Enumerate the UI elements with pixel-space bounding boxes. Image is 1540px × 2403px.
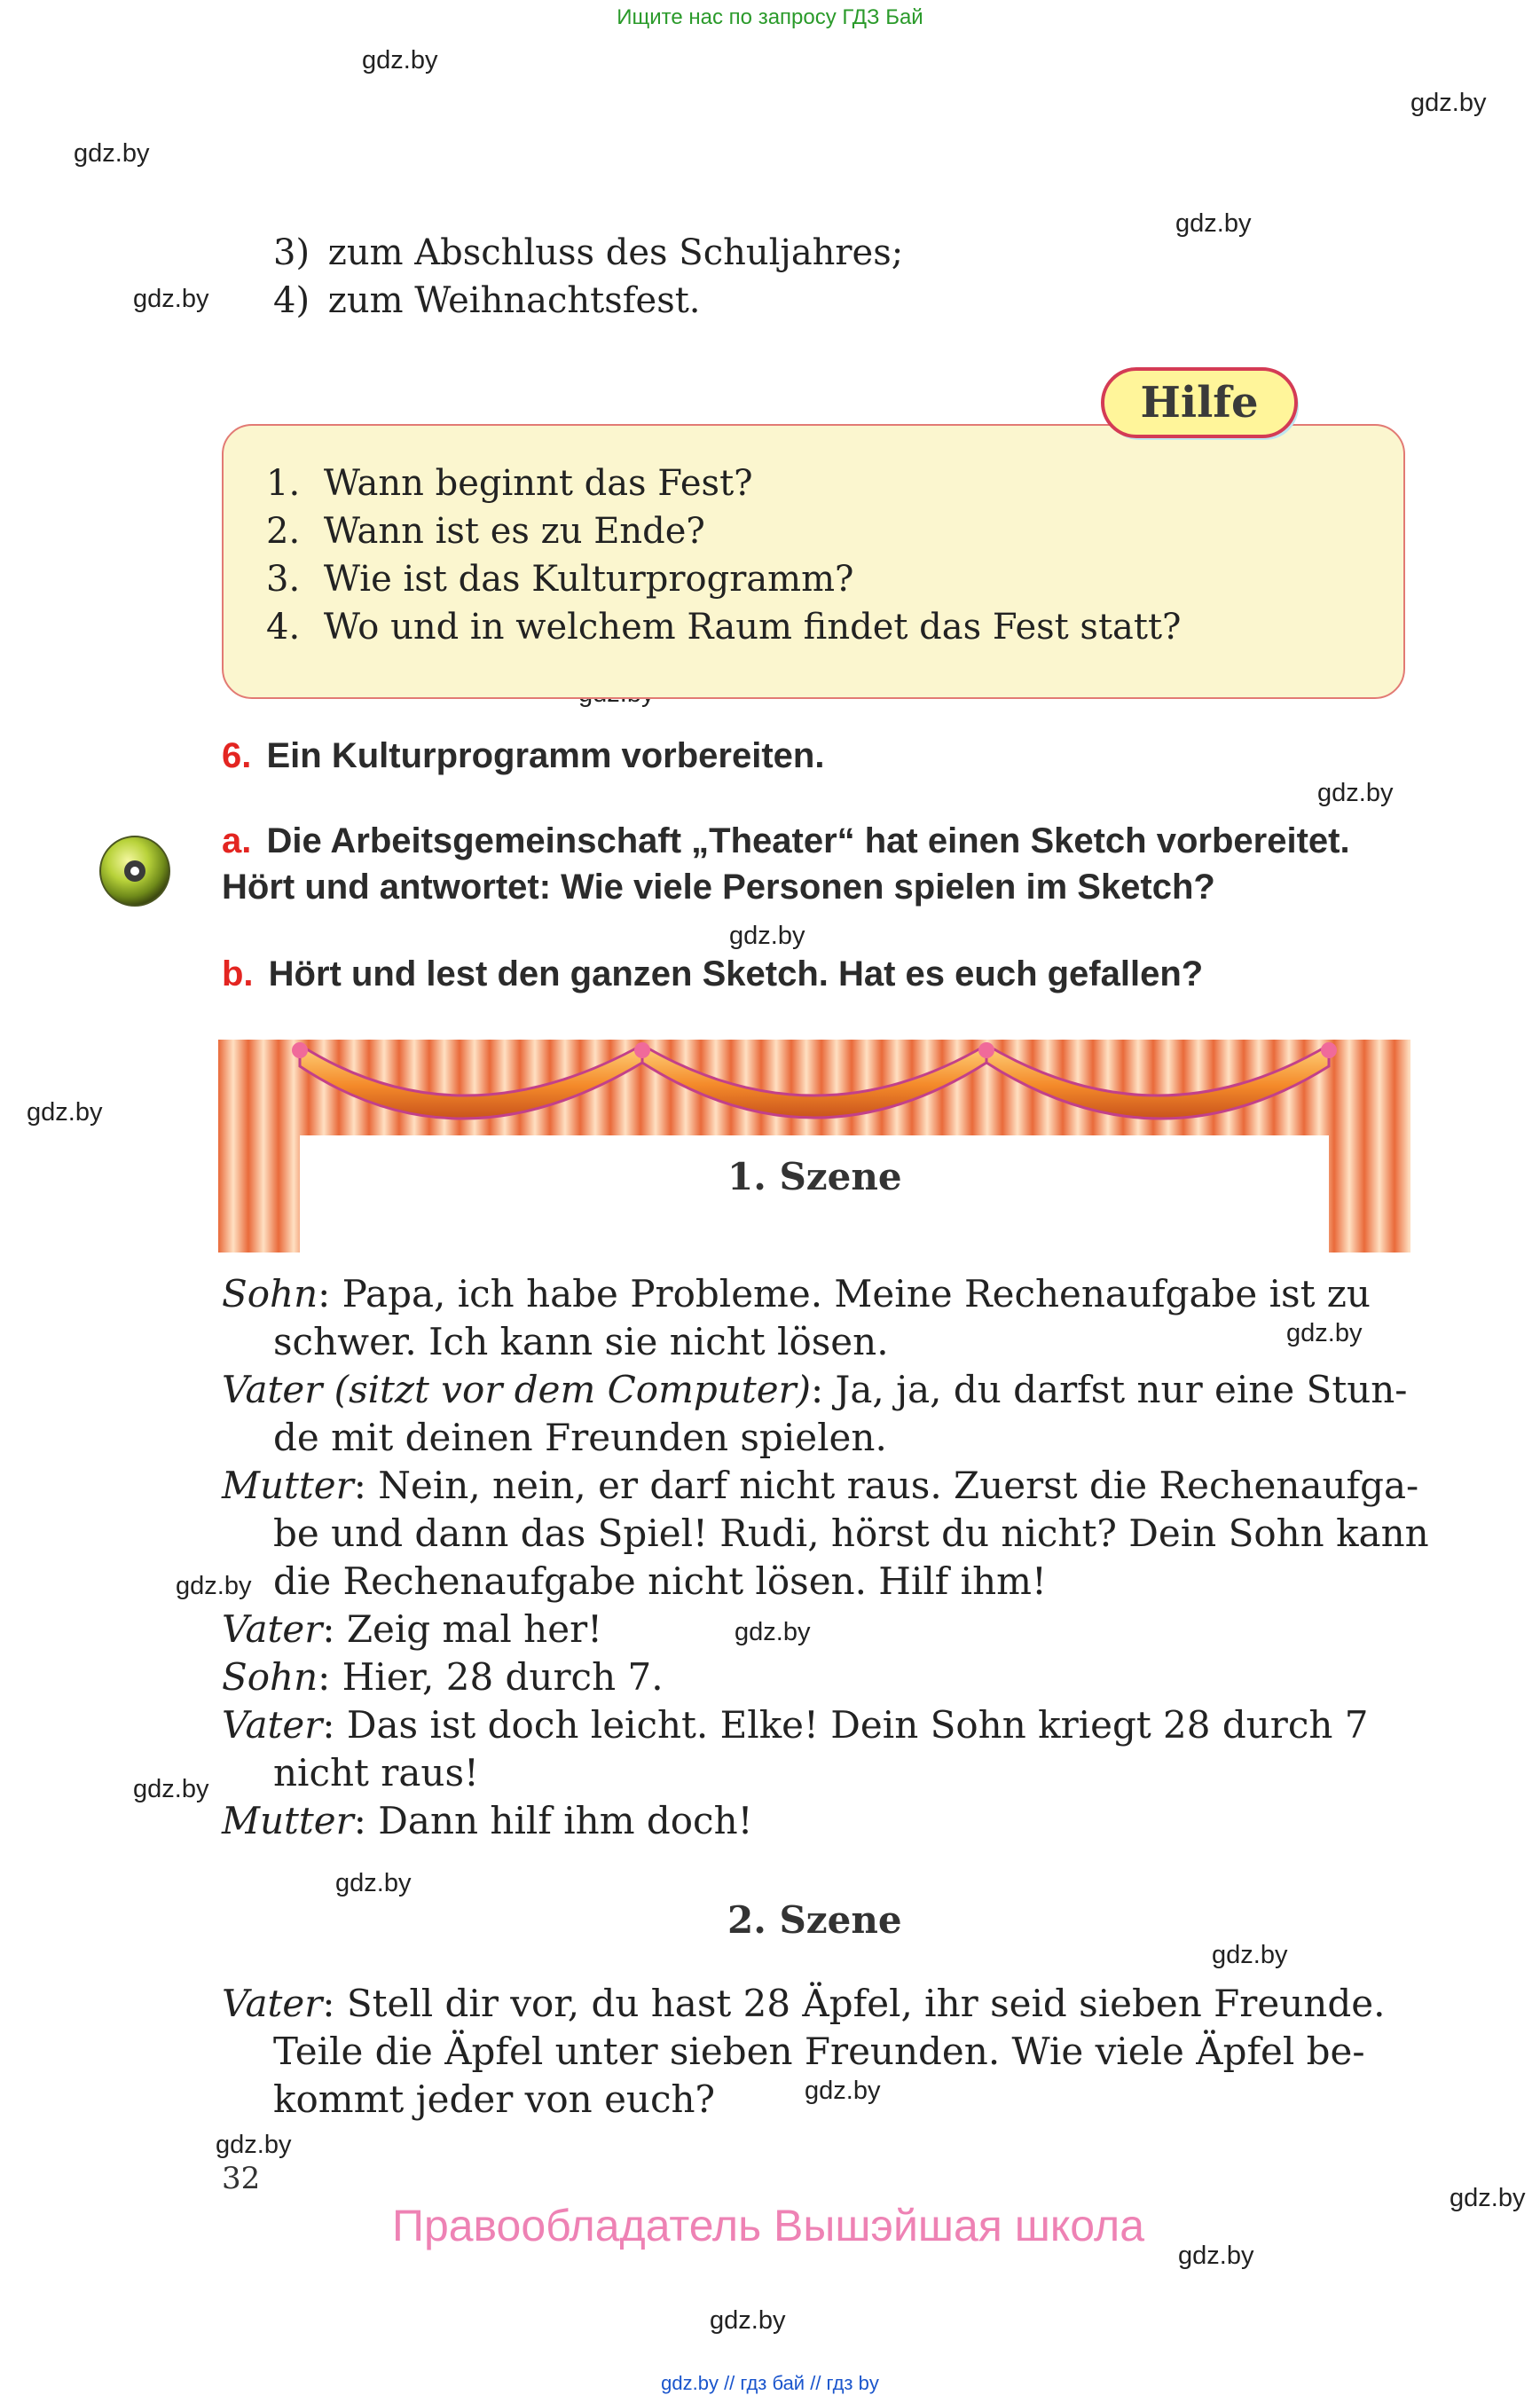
dialogue-line: Vater: Zeig mal her!: [222, 1607, 603, 1651]
watermark: gdz.by: [133, 285, 209, 313]
watermark: gdz.by: [1317, 779, 1394, 807]
dialogue-continuation: be und dann das Spiel! Rudi, hörst du nicht? Dein Sohn kann: [273, 1512, 1429, 1555]
bottom-links[interactable]: gdz.by // гдз бай // гдз by: [661, 2372, 879, 2394]
watermark: gdz.by: [1178, 2242, 1254, 2270]
dialogue-line: Mutter: Nein, nein, er darf nicht raus. Zuerst die Rechenaufga-: [222, 1464, 1419, 1507]
task-6a-line2: Hört und antwortet: Wie viele Personen spielen im Sketch?: [222, 868, 1215, 907]
scene-2-title: 2. Szene: [727, 1898, 902, 1942]
hilfe-question: 1. Wann beginnt das Fest?: [266, 463, 753, 504]
list-item: 4) zum Weihnachtsfest.: [273, 280, 701, 321]
watermark: gdz.by: [335, 1869, 412, 1897]
watermark: gdz.by: [74, 139, 150, 168]
dialogue-continuation: de mit deinen Freunden spielen.: [273, 1416, 887, 1459]
hilfe-question: 2. Wann ist es zu Ende?: [266, 511, 705, 552]
hilfe-question: 3. Wie ist das Kulturprogramm?: [266, 559, 854, 600]
dialogue-continuation: kommt jeder von euch?: [273, 2077, 716, 2121]
audio-cd-icon[interactable]: [98, 834, 172, 908]
copyright-footer: Правообладатель Вышэйшая школа: [392, 2201, 1144, 2250]
watermark: gdz.by: [1286, 1319, 1363, 1347]
task-6-heading: 6. Ein Kulturprogramm vorbereiten.: [222, 736, 825, 775]
list-item: 3) zum Abschluss des Schuljahres;: [273, 232, 904, 273]
dialogue-line: Vater: Das ist doch leicht. Elke! Dein Sohn kriegt 28 durch 7: [222, 1703, 1369, 1747]
scene-1-title: 1. Szene: [727, 1155, 902, 1198]
top-search-hint[interactable]: Ищите нас по запросу ГДЗ Бай: [617, 5, 923, 29]
watermark: gdz.by: [729, 922, 805, 950]
dialogue-line: Mutter: Dann hilf ihm doch!: [222, 1799, 753, 1842]
watermark: gdz.by: [805, 2077, 881, 2105]
dialogue-continuation: nicht raus!: [273, 1751, 479, 1794]
dialogue-line: Sohn: Papa, ich habe Probleme. Meine Rechenaufgabe ist zu: [222, 1272, 1371, 1315]
dialogue-line: Vater (sitzt vor dem Computer): Ja, ja, du darfst nur eine Stun-: [222, 1368, 1408, 1411]
watermark: gdz.by: [27, 1098, 103, 1127]
dialogue-line: Vater: Stell dir vor, du hast 28 Äpfel, ihr seid sieben Freunde.: [222, 1982, 1386, 2025]
task-6b: b. Hört und lest den ganzen Sketch. Hat es euch gefallen?: [222, 954, 1204, 993]
watermark: gdz.by: [176, 1572, 252, 1600]
hilfe-badge: [1100, 365, 1304, 447]
watermark: gdz.by: [133, 1775, 209, 1803]
dialogue-continuation: die Rechenaufgabe nicht lösen. Hilf ihm!: [273, 1559, 1047, 1603]
watermark: gdz.by: [1410, 89, 1487, 117]
watermark: gdz.by: [1175, 209, 1252, 238]
page-number: 32: [222, 2161, 261, 2196]
hilfe-title: Hilfe: [1140, 378, 1259, 428]
theater-curtain: [218, 1040, 1410, 1253]
task-6a-line1: a. Die Arbeitsgemeinschaft „Theater“ hat einen Sketch vorbereitet.: [222, 821, 1350, 860]
hilfe-question: 4. Wo und in welchem Raum findet das Fest statt?: [266, 607, 1182, 648]
dialogue-continuation: Teile die Äpfel unter sieben Freunden. Wie viele Äpfel be-: [273, 2030, 1365, 2073]
watermark: gdz.by: [1212, 1941, 1288, 1969]
dialogue-line: Sohn: Hier, 28 durch 7.: [222, 1655, 664, 1699]
dialogue-continuation: schwer. Ich kann sie nicht lösen.: [273, 1320, 889, 1363]
watermark: gdz.by: [710, 2306, 786, 2335]
watermark: gdz.by: [216, 2131, 292, 2159]
watermark: gdz.by: [362, 46, 438, 75]
watermark: gdz.by: [735, 1618, 811, 1646]
watermark: gdz.by: [1450, 2184, 1526, 2212]
